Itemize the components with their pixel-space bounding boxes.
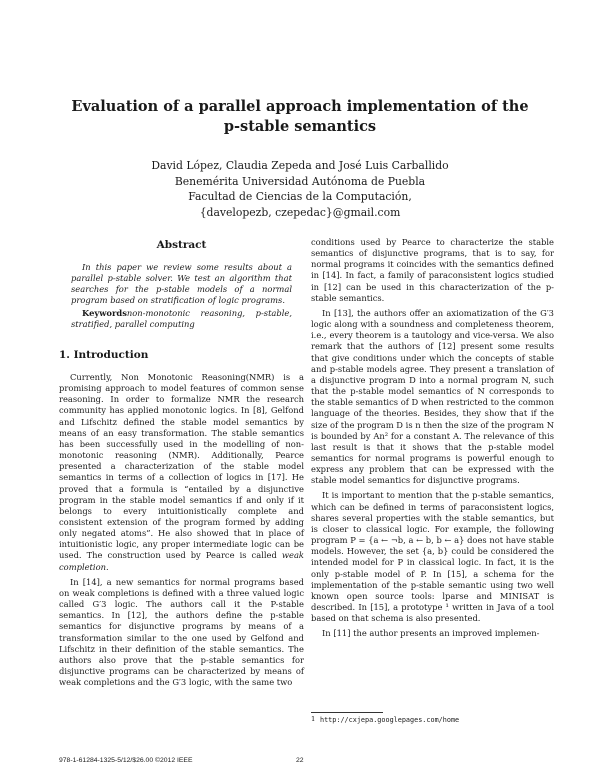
paper-title: Evaluation of a parallel approach implementation of the p-stable semantics: [71, 98, 529, 135]
paragraph: In [11] the author presents an improved implemen-: [322, 628, 540, 639]
abstract-heading: Abstract: [156, 239, 207, 251]
abstract-body: In this paper we review some results about a parallel p-stable solver. We test an algorithm that searches for the p-stable models of a normal program based on stratification of logic programs.: [71, 262, 292, 306]
footnote-number: 1: [311, 715, 316, 723]
author-emails: {davelopezb, czepedac}@gmail.com: [199, 205, 401, 219]
keywords-label: Keywords: [82, 307, 127, 318]
footer-isbn: 978-1-61284-1325-5/12/$26.00 ©2012 IEEE: [59, 757, 193, 764]
footnote-rule: [311, 712, 383, 713]
keywords: [59, 308, 304, 330]
faculty: Facultad de Ciencias de la Computación,: [188, 190, 412, 203]
section-heading-introduction: 1. Introduction: [59, 348, 149, 361]
paragraph: In [13], the authors offer an axiomatization of the G′3 logic along with a soundness and completeness theorem, i.e., every theorem is a tautology and vice-versa. We also remark that the authors of [12] present some results that give conditions under which the concepts of stable and p-stable models agree. They present a translation of a disjunctive program D into a normal program N, such that the p-stable model semantics of N corresponds to the stable semantics of D when restricted to the common language of the theories. Besides, they show that if the size of the program D is n then the size of the program N is bounded by An² for a constant A. The relevance of this last result is that it shows that the p-stable model semantics for normal programs is powerful enough to express any problem that can be expressed with the stable model semantics for disjunctive programs.: [311, 307, 554, 486]
author-block: [90, 158, 510, 220]
keywords-text: non-monotonic reasoning, p-stable, stratified, parallel computing: [71, 307, 292, 329]
right-column: [311, 237, 554, 639]
paragraph: It is important to mention that the p-stable semantics, which can be defined in terms of paraconsistent logics, shares several properties with the stable semantics, but is closer to classical logic. For example, the following program P = {a ← ¬b, a ← b, b ← a} does not have stable models. However, the set {a, b} could be considered the intended model for P in classical logic. In fact, it is the only p-stable model of P. In [15], a schema for the implementation of the p-stable semantic using two well known open source tools: lparse and MINISAT is described. In [15], a prototype ¹ written in Java of a tool based on that schema is also presented.: [311, 490, 554, 624]
paragraph-text: Currently, Non Monotonic Reasoning(NMR) is a promising approach to model features of common sense reasoning. In order to formalize NMR the research community has applied monotonic logics. In [8], Gelfond and Lifschitz defined the stable model semantics by means of an easy transformation. The stable semantics has been successfully used in the modelling of non-monotonic reasoning (NMR). Additionally, Pearce presented a characterization of the stable model semantics in terms of a collection of logics in [17]. He proved that a formula is “entailed by a disjunctive program in the stable model semantics if and only if it belongs to every intuitionistically complete and consistent extension of the program formed by adding only negated atoms”. He also showed that in place of intuitionistic logic, any proper intermediate logic can be used. The construction used by Pearce is called: [59, 371, 304, 561]
paragraph-emphasis: weak completion.: [59, 550, 304, 572]
footnote-link[interactable]: http://cxjepa.googlepages.com/home: [320, 716, 460, 724]
page-number: 22: [296, 757, 304, 764]
affiliation: Benemérita Universidad Autónoma de Puebla: [174, 174, 426, 188]
left-column: [59, 238, 304, 688]
paragraph: In [14], a new semantics for normal programs based on weak completions is defined with a three valued logic called G′3 logic. The authors call it the P-stable semantics. In [12], the authors define the p-stable semantics for disjunctive programs by means of a transformation similar to the one used by Gelfond and Lifschitz in their definition of the stable semantics. The authors also prove that the p-stable semantics for disjunctive programs can be characterized by means of weak completions and the G′3 logic, with the same two: [59, 576, 304, 688]
paragraph: [59, 372, 304, 573]
author-names: David López, Claudia Zepeda and José Luis Carballido: [151, 159, 449, 172]
paragraph: conditions used by Pearce to characterize the stable semantics of disjunctive programs, that is to say, for normal programs it coincides with the semantics defined in [14]. In fact, a family of paraconsistent logics studied in [12] can be used in this characterization of the p-stable semantics.: [311, 237, 554, 303]
